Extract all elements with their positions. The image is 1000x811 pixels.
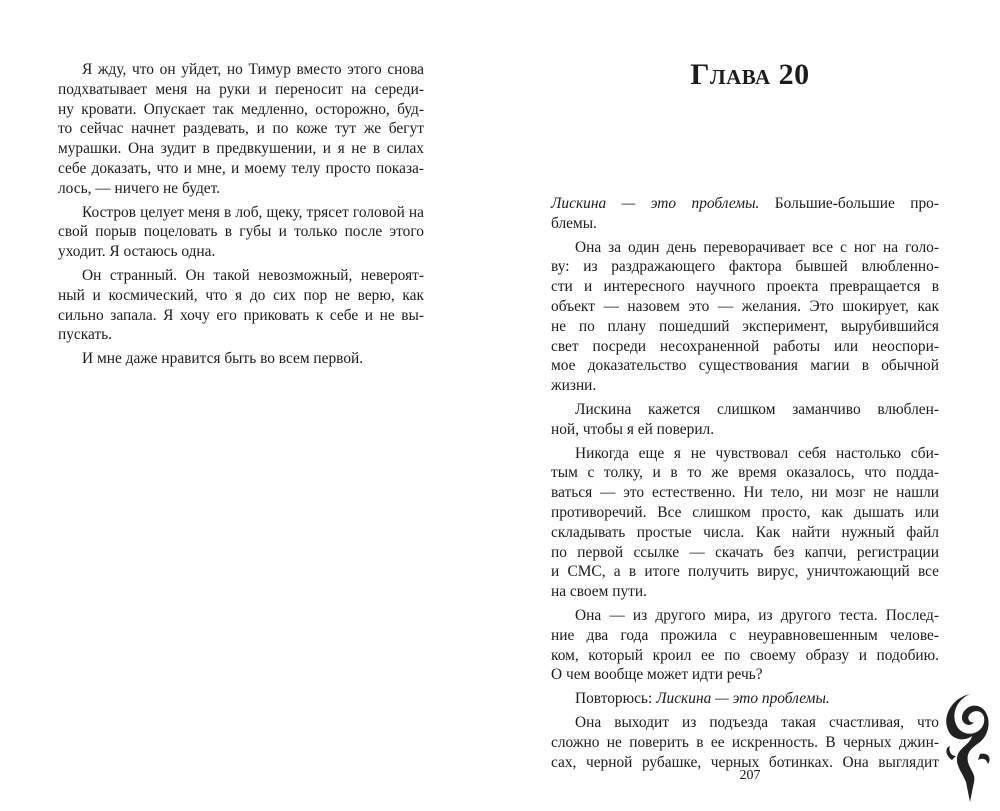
text-line: тым с толку, и в то же время оказалось, что подда-	[551, 464, 939, 482]
text-line: ну кровати. Опускает так медленно, осторожно, буд-	[58, 100, 424, 118]
text-line: ный и космический, что я до сих пор не верю, как	[58, 286, 424, 304]
text-line: блемы.	[551, 214, 597, 232]
text-line: противоречий. Все слишком просто, как дышать или	[551, 503, 939, 521]
page-number: 207	[739, 768, 761, 783]
text-line: по первой ссылке — скачать без капчи, регистрации	[551, 543, 939, 561]
text-line: складывать простые числа. Как найти нужный файл	[551, 523, 939, 541]
text-line: И мне даже нравится быть во всем первой.	[82, 350, 364, 368]
chapter-title: Глава 20	[690, 58, 810, 91]
text-line: Я жду, что он уйдет, но Тимур вместо этого снова	[82, 61, 424, 78]
text-line: ву: из раздражающего фактора бывшей влюбленно-	[551, 258, 939, 276]
text-line: О чем вообще может идти речь?	[551, 666, 763, 684]
text-line: Костров целует меня в лоб, щеку, трясет головой на	[82, 203, 424, 221]
swirl-ornament-icon	[940, 690, 995, 805]
text-line: Она — из другого мира, из другого теста. Послед-	[575, 606, 939, 624]
text-line: ком, который кроил ее по своему образу и подобию.	[551, 646, 939, 664]
text-line: Лискина кажется слишком заманчиво влюблен-	[575, 400, 939, 418]
chapter-lead-phrase: Лискина — это проблемы.	[551, 195, 760, 212]
text-line: себе доказать, что и мне, и моему телу просто показа-	[58, 159, 424, 177]
left-text-column	[58, 60, 424, 369]
text-fragment: Большие-большие про-	[759, 195, 939, 212]
text-line: сильно запала. Я хочу его приковать к себе и не вы-	[58, 306, 424, 324]
text-line: Она выходит из подъезда такая счастливая, что	[575, 713, 939, 731]
text-line	[551, 689, 939, 709]
right-text-column	[551, 194, 939, 772]
text-line: ние два года прожила с неуравновешенным челове-	[551, 626, 939, 644]
text-line: свой порыв поцеловать в губы и только после этого	[58, 223, 424, 241]
text-line: мое доказательство существования магии в обычной	[551, 357, 939, 375]
text-line: жизни.	[551, 377, 597, 395]
text-line: на своем пути.	[551, 583, 647, 601]
text-line: Никогда еще я не чувствовал себя настолько сби-	[575, 444, 939, 462]
text-line: подхватывает меня на руки и переносит на середи-	[58, 80, 424, 98]
text-line: и СМС, а в итоге получить вирус, уничтожающий все	[551, 563, 939, 581]
text-line: Он странный. Он такой невозможный, невероят-	[82, 266, 424, 284]
text-line: уходит. Я остаюсь одна.	[58, 243, 216, 261]
text-line: сах, черной рубашке, черных ботинках. Она выглядит	[551, 753, 939, 771]
text-line: ваться — это естественно. Ни тело, ни мозг не нашли	[551, 484, 939, 502]
italic-phrase: Лискина — это проблемы.	[656, 690, 830, 708]
text-line: ной, чтобы я ей поверил.	[551, 420, 715, 438]
text-line: лось, — ничего не будет.	[58, 179, 221, 197]
text-line: сти и интересного научного проекта превращается в	[551, 278, 939, 296]
text-fragment: Повторюсь:	[575, 690, 657, 708]
right-page	[500, 0, 1000, 811]
text-line: мурашки. Она зудит в предвкушении, и я не в силах	[58, 140, 424, 158]
text-line: Она за один день переворачивает все с ног на голо-	[575, 238, 939, 256]
text-line: объект — назовем это — желания. Это шокирует, как	[551, 297, 939, 315]
text-line: то сейчас начнет раздевать, и по коже тут же бегут	[58, 120, 424, 138]
text-line: сложно не поверить в ее искренность. В черных джин-	[551, 733, 939, 751]
text-line: пускать.	[58, 326, 113, 344]
text-line: не по плану пошедший эксперимент, вырубившийся	[551, 317, 939, 335]
text-line: свет посреди несохраненной работы или неоспори-	[551, 337, 939, 355]
text-line	[551, 194, 939, 214]
